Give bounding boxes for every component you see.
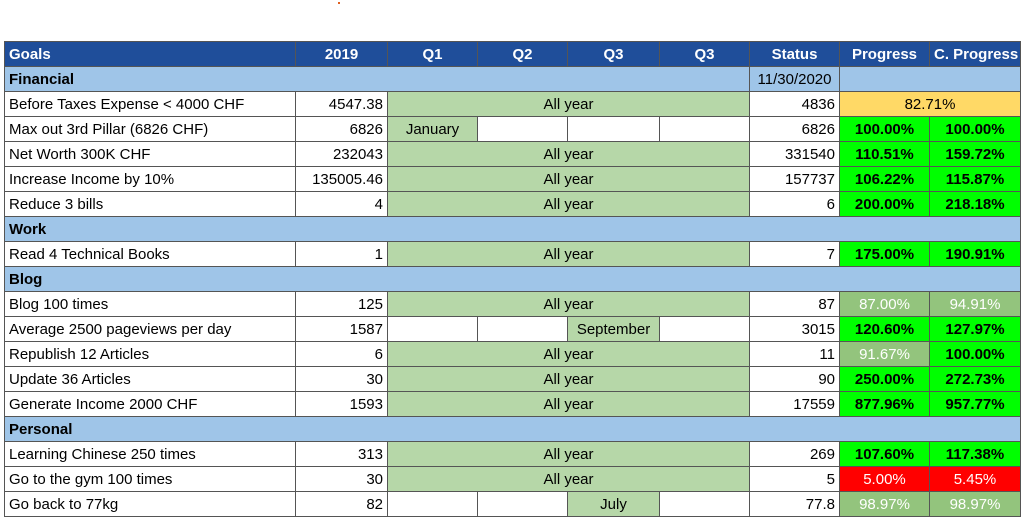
- goal-cell[interactable]: Read 4 Technical Books: [5, 242, 296, 267]
- table-row: [5, 367, 1021, 392]
- cprogress-cell[interactable]: 94.91%: [930, 292, 1021, 317]
- cprogress-cell[interactable]: 98.97%: [930, 492, 1021, 517]
- empty-cell-q2[interactable]: [478, 492, 568, 517]
- progress-cell[interactable]: 120.60%: [840, 317, 930, 342]
- goals-table: [4, 41, 1021, 517]
- empty-cell-q3-second[interactable]: [660, 317, 750, 342]
- period-cell[interactable]: All year: [388, 442, 750, 467]
- value-2019-cell[interactable]: 1587: [296, 317, 388, 342]
- table-row: [5, 442, 1021, 467]
- goal-cell[interactable]: Republish 12 Articles: [5, 342, 296, 367]
- section-blank: [840, 67, 1021, 92]
- progress-cell[interactable]: 110.51%: [840, 142, 930, 167]
- cprogress-cell[interactable]: 957.77%: [930, 392, 1021, 417]
- goal-cell[interactable]: Max out 3rd Pillar (6826 CHF): [5, 117, 296, 142]
- table-row: [5, 142, 1021, 167]
- header-q2: Q2: [478, 42, 568, 67]
- period-cell[interactable]: All year: [388, 342, 750, 367]
- progress-cell[interactable]: 87.00%: [840, 292, 930, 317]
- cprogress-cell[interactable]: 100.00%: [930, 117, 1021, 142]
- cprogress-cell[interactable]: 159.72%: [930, 142, 1021, 167]
- table-row: [5, 192, 1021, 217]
- goal-cell[interactable]: Increase Income by 10%: [5, 167, 296, 192]
- period-cell[interactable]: All year: [388, 242, 750, 267]
- table-row: [5, 467, 1021, 492]
- header-progress: Progress: [840, 42, 930, 67]
- cprogress-cell[interactable]: 115.87%: [930, 167, 1021, 192]
- progress-cell[interactable]: 106.22%: [840, 167, 930, 192]
- table-row: [5, 242, 1021, 267]
- section-title: Personal: [5, 417, 1021, 442]
- section-row-financial: [5, 67, 1021, 92]
- header-2019: 2019: [296, 42, 388, 67]
- value-2019-cell[interactable]: 1: [296, 242, 388, 267]
- status-cell[interactable]: 6826: [750, 117, 840, 142]
- value-2019-cell[interactable]: 313: [296, 442, 388, 467]
- progress-cell[interactable]: 107.60%: [840, 442, 930, 467]
- table-row: [5, 292, 1021, 317]
- section-title: Blog: [5, 267, 1021, 292]
- progress-cell[interactable]: 82.71%: [840, 92, 1021, 117]
- table-row: [5, 317, 1021, 342]
- cprogress-cell[interactable]: 190.91%: [930, 242, 1021, 267]
- stray-mark: [338, 2, 340, 4]
- table-row: [5, 167, 1021, 192]
- empty-cell-q1[interactable]: [388, 317, 478, 342]
- value-2019-cell[interactable]: 125: [296, 292, 388, 317]
- status-cell[interactable]: 7: [750, 242, 840, 267]
- goal-cell[interactable]: Go to the gym 100 times: [5, 467, 296, 492]
- header-status: Status: [750, 42, 840, 67]
- status-cell[interactable]: 3015: [750, 317, 840, 342]
- value-2019-cell[interactable]: 232043: [296, 142, 388, 167]
- table-row: [5, 392, 1021, 417]
- progress-cell[interactable]: 877.96%: [840, 392, 930, 417]
- header-goals: Goals: [5, 42, 296, 67]
- progress-cell[interactable]: 100.00%: [840, 117, 930, 142]
- goal-cell[interactable]: Average 2500 pageviews per day: [5, 317, 296, 342]
- progress-cell[interactable]: 5.00%: [840, 467, 930, 492]
- cprogress-cell[interactable]: 100.00%: [930, 342, 1021, 367]
- cprogress-cell[interactable]: 117.38%: [930, 442, 1021, 467]
- period-cell[interactable]: All year: [388, 192, 750, 217]
- section-row-personal: [5, 417, 1021, 442]
- period-cell-q3[interactable]: July: [568, 492, 660, 517]
- period-cell[interactable]: All year: [388, 92, 750, 117]
- cprogress-cell[interactable]: 218.18%: [930, 192, 1021, 217]
- table-row: [5, 342, 1021, 367]
- progress-cell[interactable]: 200.00%: [840, 192, 930, 217]
- section-title: Financial: [5, 67, 750, 92]
- goal-cell[interactable]: Learning Chinese 250 times: [5, 442, 296, 467]
- progress-cell[interactable]: 175.00%: [840, 242, 930, 267]
- value-2019-cell[interactable]: 6826: [296, 117, 388, 142]
- goal-cell[interactable]: Update 36 Articles: [5, 367, 296, 392]
- cprogress-cell[interactable]: 127.97%: [930, 317, 1021, 342]
- header-row: [5, 42, 1021, 67]
- value-2019-cell[interactable]: 82: [296, 492, 388, 517]
- period-cell[interactable]: All year: [388, 167, 750, 192]
- header-q1: Q1: [388, 42, 478, 67]
- value-2019-cell[interactable]: 30: [296, 367, 388, 392]
- period-cell[interactable]: All year: [388, 467, 750, 492]
- period-cell-q3[interactable]: September: [568, 317, 660, 342]
- value-2019-cell[interactable]: 4: [296, 192, 388, 217]
- status-cell[interactable]: 90: [750, 367, 840, 392]
- goal-cell[interactable]: Net Worth 300K CHF: [5, 142, 296, 167]
- cprogress-cell[interactable]: 272.73%: [930, 367, 1021, 392]
- period-cell[interactable]: All year: [388, 292, 750, 317]
- empty-cell-q3-second[interactable]: [660, 117, 750, 142]
- empty-cell-q2[interactable]: [478, 317, 568, 342]
- value-2019-cell[interactable]: 30: [296, 467, 388, 492]
- status-cell[interactable]: 11: [750, 342, 840, 367]
- status-cell[interactable]: 269: [750, 442, 840, 467]
- status-cell[interactable]: 5: [750, 467, 840, 492]
- table-row: [5, 92, 1021, 117]
- value-2019-cell[interactable]: 135005.46: [296, 167, 388, 192]
- table-row: [5, 492, 1021, 517]
- period-cell[interactable]: All year: [388, 142, 750, 167]
- empty-cell-q1[interactable]: [388, 492, 478, 517]
- value-2019-cell[interactable]: 1593: [296, 392, 388, 417]
- status-cell[interactable]: 17559: [750, 392, 840, 417]
- progress-cell[interactable]: 91.67%: [840, 342, 930, 367]
- empty-cell-q2[interactable]: [478, 117, 568, 142]
- empty-cell-q3-second[interactable]: [660, 492, 750, 517]
- status-cell[interactable]: 157737: [750, 167, 840, 192]
- goal-cell[interactable]: Generate Income 2000 CHF: [5, 392, 296, 417]
- progress-cell[interactable]: 98.97%: [840, 492, 930, 517]
- section-row-work: [5, 217, 1021, 242]
- goal-cell[interactable]: Go back to 77kg: [5, 492, 296, 517]
- progress-cell[interactable]: 250.00%: [840, 367, 930, 392]
- status-cell[interactable]: 331540: [750, 142, 840, 167]
- value-2019-cell[interactable]: 6: [296, 342, 388, 367]
- status-cell[interactable]: 87: [750, 292, 840, 317]
- status-cell[interactable]: 4836: [750, 92, 840, 117]
- header-q3: Q3: [568, 42, 660, 67]
- status-cell[interactable]: 6: [750, 192, 840, 217]
- section-row-blog: [5, 267, 1021, 292]
- period-cell[interactable]: All year: [388, 367, 750, 392]
- status-cell[interactable]: 77.8: [750, 492, 840, 517]
- table-row: [5, 117, 1021, 142]
- goal-cell[interactable]: Blog 100 times: [5, 292, 296, 317]
- section-title: Work: [5, 217, 1021, 242]
- empty-cell-q3[interactable]: [568, 117, 660, 142]
- cprogress-cell[interactable]: 5.45%: [930, 467, 1021, 492]
- header-cprogress: C. Progress: [930, 42, 1021, 67]
- goal-cell[interactable]: Reduce 3 bills: [5, 192, 296, 217]
- value-2019-cell[interactable]: 4547.38: [296, 92, 388, 117]
- goal-cell[interactable]: Before Taxes Expense < 4000 CHF: [5, 92, 296, 117]
- period-cell[interactable]: All year: [388, 392, 750, 417]
- header-q3-second: Q3: [660, 42, 750, 67]
- period-cell-q1[interactable]: January: [388, 117, 478, 142]
- section-date: 11/30/2020: [750, 67, 840, 92]
